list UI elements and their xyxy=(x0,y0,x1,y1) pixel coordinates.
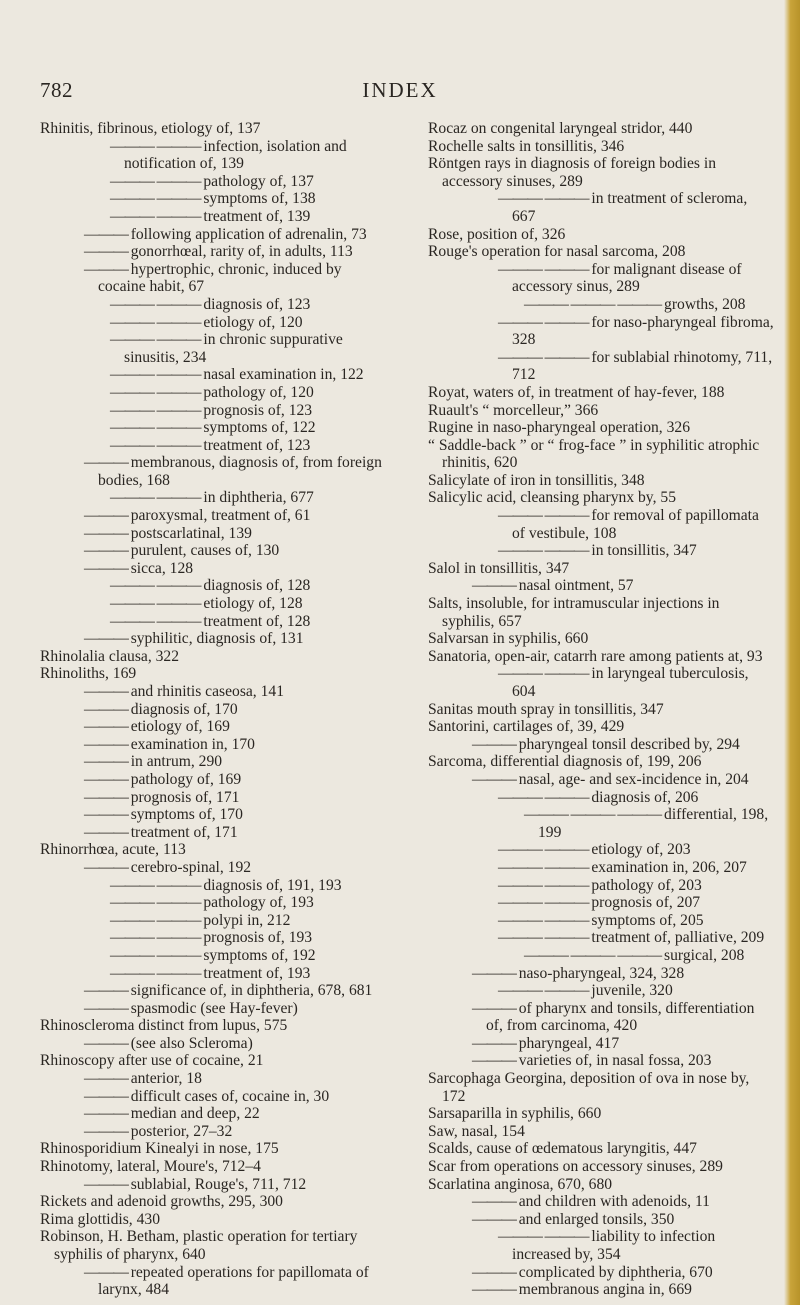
dash-leader: ——— xyxy=(84,559,131,577)
dash-leader: ——— xyxy=(84,999,131,1017)
dash-leader: ——— ——— xyxy=(110,401,204,419)
index-entry: ——— ——— for removal of papillomata of vestibule, 108 xyxy=(498,507,759,542)
dash-leader: ——— ——— ——— xyxy=(524,295,665,313)
dash-leader: ——— xyxy=(84,823,131,841)
index-entry: ——— prognosis of, 171 xyxy=(84,788,240,806)
dash-leader: ——— xyxy=(84,243,131,261)
index-entry: ——— pathology of, 169 xyxy=(84,770,242,788)
index-entry: ——— spasmodic (see Hay-fever) xyxy=(84,999,298,1017)
dash-leader: ——— ——— xyxy=(498,542,592,560)
dash-leader: ——— ——— xyxy=(498,260,592,278)
index-entry: Salicylate of iron in tonsillitis, 348 xyxy=(428,471,645,489)
dash-leader: ——— xyxy=(84,753,131,771)
dash-leader: ——— ——— xyxy=(498,788,592,806)
dash-leader: ——— ——— xyxy=(498,313,592,331)
dash-leader: ——— ——— xyxy=(498,929,592,947)
index-entry: ——— examination in, 170 xyxy=(84,735,255,753)
dash-leader: ——— xyxy=(472,1263,519,1281)
index-entry: Royat, waters of, in treatment of hay-fever, 188 xyxy=(428,383,725,401)
index-entry: Rhinoscopy after use of cocaine, 21 xyxy=(40,1052,264,1070)
dash-leader: ——— xyxy=(84,788,131,806)
dash-leader: ——— ——— xyxy=(110,331,204,349)
dash-leader: ——— ——— xyxy=(110,876,204,894)
index-entry: ——— ——— etiology of, 120 xyxy=(110,313,303,331)
dash-leader: ——— ——— xyxy=(498,190,592,208)
index-entry: Sanitas mouth spray in tonsillitis, 347 xyxy=(428,700,664,718)
index-column-left xyxy=(40,120,386,1299)
index-entry: ——— complicated by diphtheria, 670 xyxy=(472,1263,713,1281)
index-entry: ——— ——— polypi in, 212 xyxy=(110,911,291,929)
index-entry: ——— ——— prognosis of, 207 xyxy=(498,894,701,912)
index-entry: ——— ——— ——— differential, 198, 199 xyxy=(524,806,769,841)
index-entry: ——— nasal ointment, 57 xyxy=(472,577,634,595)
dash-leader: ——— xyxy=(84,735,131,753)
dash-leader: ——— ——— xyxy=(110,595,204,613)
index-entry: ——— posterior, 27–32 xyxy=(84,1122,233,1140)
dash-leader: ——— ——— xyxy=(110,489,204,507)
index-entry: Röntgen rays in diagnosis of foreign bodies in accessory sinuses, 289 xyxy=(428,155,717,190)
index-entry: Sarcoma, differential diagnosis of, 199, 206 xyxy=(428,753,702,771)
index-entry: ——— repeated operations for papillomata of larynx, 484 xyxy=(84,1263,369,1299)
index-entry: ——— ——— pathology of, 193 xyxy=(110,894,314,912)
dash-leader: ——— ——— xyxy=(498,507,592,525)
dash-leader: ——— ——— xyxy=(498,841,592,859)
index-entry: Rhinosporidium Kinealyi in nose, 175 xyxy=(40,1140,279,1158)
dash-leader: ——— ——— xyxy=(110,894,204,912)
index-entry: ——— ——— symptoms of, 205 xyxy=(498,911,704,929)
index-entry: ——— cerebro-spinal, 192 xyxy=(84,858,252,876)
dash-leader: ——— xyxy=(84,1087,131,1105)
index-entry: ——— ——— etiology of, 203 xyxy=(498,841,691,859)
index-entry: ——— sublabial, Rouge's, 711, 712 xyxy=(84,1175,307,1193)
index-entry: ——— pharyngeal tonsil described by, 294 xyxy=(472,735,740,753)
dash-leader: ——— ——— xyxy=(498,982,592,1000)
index-entry: Salol in tonsillitis, 347 xyxy=(428,559,570,577)
dash-leader: ——— xyxy=(472,1034,519,1052)
dash-leader: ——— xyxy=(84,507,131,525)
index-entry: ——— treatment of, 171 xyxy=(84,823,238,841)
index-entry: ——— ——— juvenile, 320 xyxy=(498,982,673,1000)
dash-leader: ——— ——— xyxy=(110,612,204,630)
dash-leader: ——— ——— xyxy=(110,172,204,190)
index-entry: Sarsaparilla in syphilis, 660 xyxy=(428,1105,602,1123)
index-entry: ——— ——— pathology of, 120 xyxy=(110,383,314,401)
index-entry: ——— ——— etiology of, 128 xyxy=(110,595,303,613)
dash-leader: ——— ——— xyxy=(498,1228,592,1246)
index-entry: ——— anterior, 18 xyxy=(84,1070,202,1088)
index-entry: Robinson, H. Betham, plastic operation for tertiary syphilis of pharynx, 640 xyxy=(40,1228,358,1263)
index-column-right xyxy=(428,120,774,1299)
dash-leader: ——— xyxy=(84,524,131,542)
index-entry: ——— ——— prognosis of, 123 xyxy=(110,401,313,419)
dash-leader: ——— ——— xyxy=(110,190,204,208)
dash-leader: ——— ——— xyxy=(110,366,204,384)
dash-leader: ——— xyxy=(472,999,519,1017)
index-entry: Salicylic acid, cleansing pharynx by, 55 xyxy=(428,489,676,507)
dash-leader: ——— xyxy=(472,735,519,753)
dash-leader: ——— xyxy=(472,770,519,788)
index-entry: ——— ——— prognosis of, 193 xyxy=(110,929,313,947)
dash-leader: ——— ——— xyxy=(498,348,592,366)
dash-leader: ——— ——— xyxy=(110,929,204,947)
dash-leader: ——— ——— ——— xyxy=(524,946,665,964)
dash-leader: ——— ——— xyxy=(110,419,204,437)
index-entry: ——— sicca, 128 xyxy=(84,559,194,577)
dash-leader: ——— xyxy=(472,577,519,595)
index-entry: Rhinotomy, lateral, Moure's, 712–4 xyxy=(40,1158,261,1176)
index-entry: ——— ——— in diphtheria, 677 xyxy=(110,489,314,507)
index-entry: Scar from operations on accessory sinuses, 289 xyxy=(428,1158,723,1176)
index-entry: Santorini, cartilages of, 39, 429 xyxy=(428,718,625,736)
index-entry: ——— symptoms of, 170 xyxy=(84,806,243,824)
dash-leader: ——— ——— xyxy=(110,911,204,929)
dash-leader: ——— xyxy=(472,1193,519,1211)
index-entry: ——— median and deep, 22 xyxy=(84,1105,260,1123)
dash-leader: ——— ——— xyxy=(110,295,204,313)
dash-leader: ——— ——— xyxy=(110,383,204,401)
index-entry: ——— gonorrhœal, rarity of, in adults, 113 xyxy=(84,243,353,261)
index-entry: ——— ——— diagnosis of, 128 xyxy=(110,577,311,595)
dash-leader: ——— xyxy=(472,964,519,982)
index-entry: ——— hypertrophic, chronic, induced by cocaine habit, 67 xyxy=(84,260,342,296)
index-entry: ——— ——— for malignant disease of accessory sinus, 289 xyxy=(498,260,742,296)
index-entry: ——— ——— in tonsillitis, 347 xyxy=(498,542,697,560)
index-entry: Ruault's “ morcelleur,” 366 xyxy=(428,401,599,419)
dash-leader: ——— xyxy=(84,683,131,700)
index-entry: ——— ——— diagnosis of, 123 xyxy=(110,295,311,313)
index-entry: ——— ——— examination in, 206, 207 xyxy=(498,858,747,876)
dash-leader: ——— xyxy=(472,1281,519,1299)
dash-leader: ——— xyxy=(472,1210,519,1228)
dash-leader: ——— ——— xyxy=(110,207,204,225)
index-entry: ——— nasal, age- and sex-incidence in, 204 xyxy=(472,770,749,788)
dash-leader: ——— xyxy=(84,454,131,472)
index-entry: ——— paroxysmal, treatment of, 61 xyxy=(84,507,311,525)
index-entry: Rouge's operation for nasal sarcoma, 208 xyxy=(428,243,686,261)
index-entry: ——— membranous, diagnosis of, from foreign bodies, 168 xyxy=(84,454,382,489)
index-entry: Sarcophaga Georgina, deposition of ova in nose by, 172 xyxy=(428,1070,750,1105)
index-entry: ——— ——— symptoms of, 122 xyxy=(110,419,316,437)
index-entry: ——— varieties of, in nasal fossa, 203 xyxy=(472,1052,712,1070)
dash-leader: ——— ——— xyxy=(110,964,204,982)
index-entry: ——— ——— ——— growths, 208 xyxy=(524,295,746,313)
index-entry: ——— ——— symptoms of, 192 xyxy=(110,946,316,964)
index-entry: Salvarsan in syphilis, 660 xyxy=(428,630,589,648)
index-entry: ——— naso-pharyngeal, 324, 328 xyxy=(472,964,685,982)
index-entry: Rugine in naso-pharyngeal operation, 326 xyxy=(428,419,690,437)
dash-leader: ——— ——— xyxy=(498,858,592,876)
dash-leader: ——— ——— xyxy=(498,894,592,912)
index-entry: Rhinolalia clausa, 322 xyxy=(40,647,180,665)
index-entry: ——— ——— treatment of, 193 xyxy=(110,964,311,982)
dash-leader: ——— xyxy=(84,260,131,278)
index-entry: Sanatoria, open-air, catarrh rare among patients at, 93 xyxy=(428,647,763,665)
index-entry: ——— ——— symptoms of, 138 xyxy=(110,190,316,208)
index-entry: ——— in antrum, 290 xyxy=(84,753,223,771)
index-entry: ——— ——— pathology of, 203 xyxy=(498,876,702,894)
index-entry: ——— following application of adrenalin, 73 xyxy=(84,225,367,243)
index-entry: Saw, nasal, 154 xyxy=(428,1122,525,1140)
index-entry: ——— of pharynx and tonsils, differentiation of, from carcinoma, 420 xyxy=(472,999,755,1035)
index-entry: ——— ——— in treatment of scleroma, 667 xyxy=(498,190,748,225)
index-entry: “ Saddle-back ” or “ frog-face ” in syphilitic atrophic rhinitis, 620 xyxy=(428,436,760,472)
index-entry: ——— ——— in laryngeal tuberculosis, 604 xyxy=(498,665,749,700)
index-entry: ——— syphilitic, diagnosis of, 131 xyxy=(84,630,304,648)
dash-leader: ——— xyxy=(84,1175,131,1193)
index-entry: Rhinorrhœa, acute, 113 xyxy=(40,841,186,859)
dash-leader: ——— ——— xyxy=(110,946,204,964)
dash-leader: ——— ——— xyxy=(110,577,204,595)
dash-leader: ——— xyxy=(84,542,131,560)
dash-leader: ——— ——— xyxy=(498,911,592,929)
dash-leader: ——— ——— xyxy=(110,313,204,331)
dash-leader: ——— ——— ——— xyxy=(524,806,665,824)
index-entry: ——— significance of, in diphtheria, 678, 681 xyxy=(84,982,373,1000)
dash-leader: ——— xyxy=(84,1070,131,1088)
index-entry: ——— and children with adenoids, 11 xyxy=(472,1193,710,1211)
dash-leader: ——— xyxy=(84,718,131,736)
index-entry: ——— ——— nasal examination in, 122 xyxy=(110,366,364,384)
dash-leader: ——— xyxy=(84,225,131,243)
dash-leader: ——— xyxy=(84,858,131,876)
index-entry: Rochelle salts in tonsillitis, 346 xyxy=(428,137,625,155)
dash-leader: ——— xyxy=(84,1105,131,1123)
index-entry: ——— ——— pathology of, 137 xyxy=(110,172,314,190)
index-entry: ——— ——— diagnosis of, 206 xyxy=(498,788,699,806)
index-entry: ——— diagnosis of, 170 xyxy=(84,700,238,718)
index-entry: ——— difficult cases of, cocaine in, 30 xyxy=(84,1087,330,1105)
index-entry: ——— and rhinitis caseosa, 141 xyxy=(84,683,284,700)
index-entry: ——— ——— treatment of, 128 xyxy=(110,612,311,630)
index-entry: ——— etiology of, 169 xyxy=(84,718,230,736)
index-entry: Rose, position of, 326 xyxy=(428,225,566,243)
index-entry: ——— ——— for sublabial rhinotomy, 711, 712 xyxy=(498,348,773,384)
index-entry: ——— ——— for naso-pharyngeal fibroma, 328 xyxy=(498,313,774,349)
dash-leader: ——— xyxy=(84,982,131,1000)
index-entry: Rickets and adenoid growths, 295, 300 xyxy=(40,1193,283,1211)
page-number: 782 xyxy=(40,78,73,102)
index-entry: ——— ——— diagnosis of, 191, 193 xyxy=(110,876,342,894)
running-head: INDEX xyxy=(362,78,438,102)
dash-leader: ——— xyxy=(472,1052,519,1070)
index-entry: ——— ——— ——— surgical, 208 xyxy=(524,946,745,964)
index-entry: ——— pharyngeal, 417 xyxy=(472,1034,620,1052)
index-entry: Rima glottidis, 430 xyxy=(40,1210,160,1228)
dash-leader: ——— ——— xyxy=(498,665,592,683)
index-entry: Scalds, cause of œdematous laryngitis, 447 xyxy=(428,1140,697,1158)
index-entry: ——— postscarlatinal, 139 xyxy=(84,524,252,542)
index-entry: ——— ——— treatment of, palliative, 209 xyxy=(498,929,765,947)
dash-leader: ——— xyxy=(84,630,131,648)
page-edge xyxy=(784,0,800,1305)
dash-leader: ——— xyxy=(84,1122,131,1140)
dash-leader: ——— xyxy=(84,770,131,788)
index-entry: ——— and enlarged tonsils, 350 xyxy=(472,1210,675,1228)
index-entry: ——— ——— treatment of, 123 xyxy=(110,436,311,454)
dash-leader: ——— ——— xyxy=(110,436,204,454)
dash-leader: ——— xyxy=(84,806,131,824)
index-entry: ——— ——— liability to infection increased by, 354 xyxy=(498,1228,716,1263)
index-entry: Scarlatina anginosa, 670, 680 xyxy=(428,1175,613,1193)
index-entry: ——— ——— in chronic suppurative sinusitis, 234 xyxy=(110,331,343,366)
dash-leader: ——— ——— xyxy=(498,876,592,894)
index-entry: ——— purulent, causes of, 130 xyxy=(84,542,280,560)
index-entry: Salts, insoluble, for intramuscular injections in syphilis, 657 xyxy=(428,595,720,630)
dash-leader: ——— xyxy=(84,1034,131,1052)
index-entry: ——— ——— treatment of, 139 xyxy=(110,207,311,225)
index-entry: Rocaz on congenital laryngeal stridor, 440 xyxy=(428,120,693,137)
index-entry: Rhinitis, fibrinous, etiology of, 137 xyxy=(40,120,261,137)
index-entry: Rhinoscleroma distinct from lupus, 575 xyxy=(40,1017,288,1035)
index-entry: ——— (see also Scleroma) xyxy=(84,1034,253,1052)
dash-leader: ——— ——— xyxy=(110,137,204,155)
index-entry: Rhinoliths, 169 xyxy=(40,665,137,683)
dash-leader: ——— xyxy=(84,1263,131,1281)
index-entry: ——— ——— infection, isolation and notification of, 139 xyxy=(110,137,347,173)
dash-leader: ——— xyxy=(84,700,131,718)
index-entry: ——— membranous angina in, 669 xyxy=(472,1281,692,1299)
